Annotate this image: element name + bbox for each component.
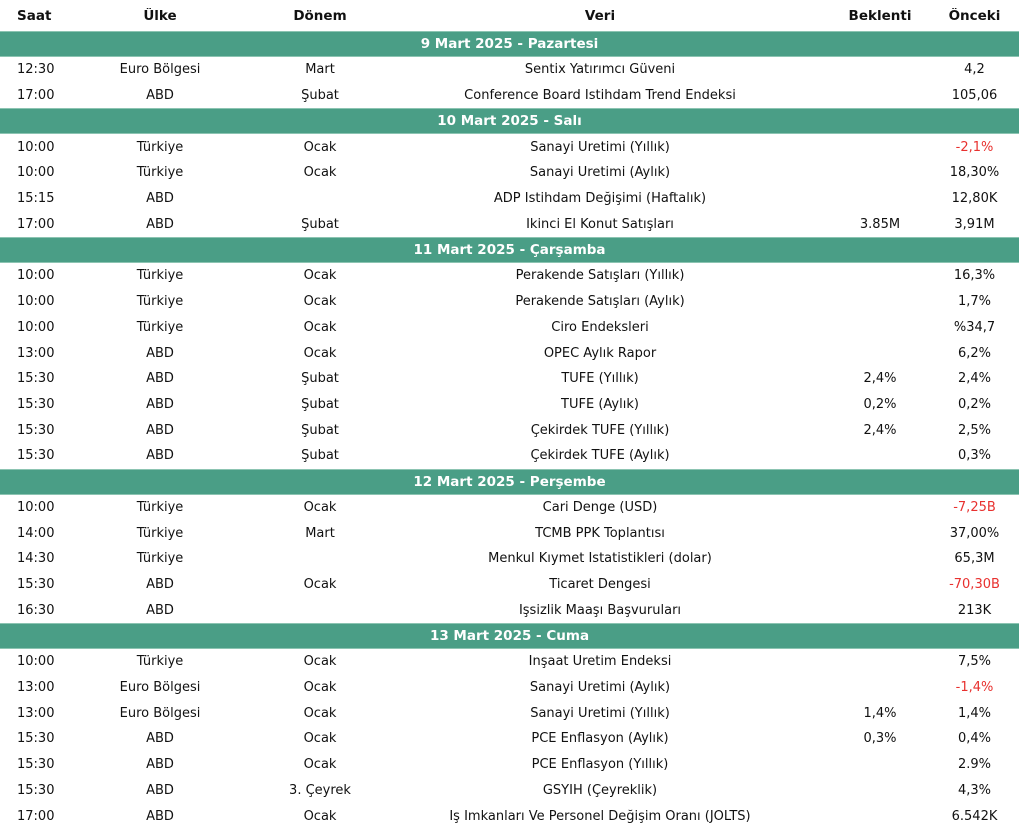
cell-donem: Ocak <box>303 499 337 515</box>
cell-beklenti: 2,4% <box>863 371 897 387</box>
cell-donem: Şubat <box>301 396 339 412</box>
cell-ulke: ABD <box>146 448 174 464</box>
cell-saat: 10:00 <box>17 139 55 155</box>
cell-ulke: Türkiye <box>136 268 184 284</box>
cell-onceki: 3,91M <box>954 216 995 232</box>
table-row <box>0 443 1019 469</box>
cell-ulke: ABD <box>146 731 174 747</box>
cell-onceki: 213K <box>957 602 992 618</box>
table-row <box>0 417 1019 443</box>
cell-onceki: 6,2% <box>957 345 992 361</box>
cell-onceki: 0,2% <box>957 396 992 412</box>
cell-veri: GSYİH (Çeyreklik) <box>542 782 658 798</box>
cell-saat: 15:30 <box>17 371 55 387</box>
cell-donem: Ocak <box>303 731 337 747</box>
cell-veri: Ticaret Dengesi <box>549 577 651 593</box>
table-row <box>0 700 1019 726</box>
cell-veri: ADP İstihdam Değişimi (Haftalık) <box>493 191 707 207</box>
cell-donem: Ocak <box>303 577 337 593</box>
cell-ulke: ABD <box>146 396 174 412</box>
cell-ulke: ABD <box>146 422 174 438</box>
cell-saat: 10:00 <box>17 499 55 515</box>
header-ulke: Ülke <box>143 7 177 24</box>
cell-donem: Ocak <box>303 757 337 773</box>
table-row <box>0 134 1019 160</box>
cell-donem: Ocak <box>303 345 337 361</box>
cell-ulke: ABD <box>146 757 174 773</box>
cell-donem: Mart <box>305 525 335 541</box>
cell-donem: Ocak <box>303 680 337 696</box>
cell-donem: Ocak <box>303 294 337 310</box>
cell-donem: Şubat <box>301 371 339 387</box>
cell-donem: Şubat <box>301 422 339 438</box>
cell-donem: Ocak <box>303 319 337 335</box>
cell-saat: 14:30 <box>17 551 55 567</box>
table-body <box>0 31 1019 829</box>
table-row <box>0 572 1019 598</box>
cell-veri: Çekirdek TÜFE (Aylık) <box>530 448 670 464</box>
cell-ulke: ABD <box>146 808 174 824</box>
table-row <box>0 803 1019 829</box>
cell-donem: 3. Çeyrek <box>289 782 351 798</box>
table-row <box>0 366 1019 392</box>
cell-onceki: 7,5% <box>957 654 992 670</box>
cell-veri: TCMB PPK Toplantısı <box>535 525 665 541</box>
cell-saat: 17:00 <box>17 216 55 232</box>
cell-donem: Ocak <box>303 139 337 155</box>
cell-onceki: 16,3% <box>953 268 996 284</box>
day-header: 12 Mart 2025 - Perşembe <box>0 469 1019 495</box>
table-row <box>0 160 1019 186</box>
cell-saat: 17:00 <box>17 808 55 824</box>
table-row <box>0 520 1019 546</box>
cell-veri: Sentix Yatırımcı Güveni <box>524 62 676 78</box>
cell-veri: Sanayi Üretimi (Aylık) <box>529 680 671 696</box>
cell-onceki: 0,3% <box>957 448 992 464</box>
cell-veri: Perakende Satışları (Yıllık) <box>515 268 685 284</box>
cell-donem: Şubat <box>301 88 339 104</box>
cell-donem: Şubat <box>301 216 339 232</box>
cell-ulke: Euro Bölgesi <box>119 705 201 721</box>
cell-saat: 15:30 <box>17 448 55 464</box>
cell-ulke: Türkiye <box>136 499 184 515</box>
cell-saat: 15:30 <box>17 396 55 412</box>
cell-ulke: Euro Bölgesi <box>119 680 201 696</box>
cell-onceki: 2.9% <box>957 757 992 773</box>
cell-saat: 12:30 <box>17 62 55 78</box>
cell-donem: Ocak <box>303 808 337 824</box>
cell-veri: Sanayi Üretimi (Yıllık) <box>530 139 670 155</box>
cell-saat: 13:00 <box>17 345 55 361</box>
header-saat: Saat <box>17 7 52 24</box>
cell-veri: Sanayi Üretimi (Aylık) <box>529 165 671 181</box>
cell-saat: 14:00 <box>17 525 55 541</box>
cell-onceki: -2,1% <box>955 139 994 155</box>
cell-donem: Şubat <box>301 448 339 464</box>
table-row <box>0 495 1019 521</box>
cell-ulke: Türkiye <box>136 294 184 310</box>
cell-saat: 17:00 <box>17 88 55 104</box>
cell-onceki: 1,7% <box>957 294 992 310</box>
cell-beklenti: 0,2% <box>863 396 897 412</box>
cell-beklenti: 1,4% <box>863 705 897 721</box>
cell-beklenti: 2,4% <box>863 422 897 438</box>
cell-veri: TÜFE (Aylık) <box>561 396 639 412</box>
table-row <box>0 211 1019 237</box>
cell-ulke: Türkiye <box>136 654 184 670</box>
cell-ulke: ABD <box>146 216 174 232</box>
cell-saat: 10:00 <box>17 294 55 310</box>
header-donem: Dönem <box>293 7 347 24</box>
cell-veri: İş İmkanları Ve Personel Değişim Oranı (JOLTS) <box>449 808 751 824</box>
cell-ulke: ABD <box>146 782 174 798</box>
table-row <box>0 675 1019 701</box>
table-row <box>0 778 1019 804</box>
cell-ulke: Türkiye <box>136 319 184 335</box>
cell-saat: 15:30 <box>17 731 55 747</box>
cell-onceki: 12,80K <box>951 191 998 207</box>
cell-donem: Ocak <box>303 165 337 181</box>
header-beklenti: Beklenti <box>848 7 912 24</box>
cell-donem: Ocak <box>303 268 337 284</box>
cell-ulke: ABD <box>146 88 174 104</box>
header-veri: Veri <box>584 7 616 24</box>
table-row <box>0 315 1019 341</box>
cell-veri: Sanayi Üretimi (Yıllık) <box>530 705 670 721</box>
cell-donem: Ocak <box>303 705 337 721</box>
cell-saat: 13:00 <box>17 680 55 696</box>
table-row <box>0 289 1019 315</box>
cell-onceki: 4,3% <box>957 782 992 798</box>
cell-ulke: ABD <box>146 577 174 593</box>
cell-beklenti: 3.85M <box>859 216 901 232</box>
cell-saat: 13:00 <box>17 705 55 721</box>
cell-onceki: 2,4% <box>957 371 992 387</box>
cell-saat: 15:30 <box>17 577 55 593</box>
cell-veri: Ciro Endeksleri <box>551 319 649 335</box>
table-row <box>0 186 1019 212</box>
table-row <box>0 83 1019 109</box>
cell-onceki: -70,30B <box>949 577 1000 593</box>
cell-saat: 10:00 <box>17 319 55 335</box>
cell-saat: 15:30 <box>17 422 55 438</box>
cell-onceki: 2,5% <box>957 422 992 438</box>
cell-ulke: Türkiye <box>136 139 184 155</box>
cell-donem: Mart <box>305 62 335 78</box>
cell-ulke: ABD <box>146 602 174 618</box>
cell-saat: 15:15 <box>17 191 55 207</box>
cell-veri: Menkul Kıymet İstatistikleri (dolar) <box>488 551 712 567</box>
table-row <box>0 57 1019 83</box>
table-row <box>0 340 1019 366</box>
cell-veri: TÜFE (Yıllık) <box>561 371 639 387</box>
table-row <box>0 726 1019 752</box>
cell-veri: PCE Enflasyon (Yıllık) <box>531 757 669 773</box>
cell-veri: OPEC Aylık Rapor <box>543 345 657 361</box>
cell-onceki: %34,7 <box>953 319 996 335</box>
table-row <box>0 597 1019 623</box>
table-row <box>0 546 1019 572</box>
cell-saat: 16:30 <box>17 602 55 618</box>
cell-veri: PCE Enflasyon (Aylık) <box>531 731 669 747</box>
cell-onceki: 105,06 <box>951 88 998 104</box>
cell-veri: Perakende Satışları (Aylık) <box>515 294 685 310</box>
cell-onceki: 18,30% <box>949 165 1000 181</box>
cell-ulke: ABD <box>146 345 174 361</box>
cell-onceki: -7,25B <box>953 499 996 515</box>
cell-saat: 15:30 <box>17 757 55 773</box>
table-header <box>0 0 1019 31</box>
cell-ulke: ABD <box>146 371 174 387</box>
cell-onceki: 6.542K <box>951 808 998 824</box>
cell-veri: Cari Denge (USD) <box>542 499 658 515</box>
cell-veri: Conference Board İstihdam Trend Endeksi <box>464 88 736 104</box>
cell-veri: Çekirdek TÜFE (Yıllık) <box>530 422 670 438</box>
cell-veri: İnşaat Üretim Endeksi <box>528 654 672 670</box>
cell-veri: İşsizlik Maaşı Başvuruları <box>518 602 682 618</box>
cell-beklenti: 0,3% <box>863 731 897 747</box>
cell-ulke: Türkiye <box>136 165 184 181</box>
cell-onceki: 65,3M <box>954 551 995 567</box>
cell-onceki: 0,4% <box>957 731 992 747</box>
table-row <box>0 752 1019 778</box>
cell-ulke: Euro Bölgesi <box>119 62 201 78</box>
cell-veri: İkinci El Konut Satışları <box>526 216 674 232</box>
day-header: 13 Mart 2025 - Cuma <box>0 623 1019 649</box>
table-row <box>0 649 1019 675</box>
cell-onceki: 37,00% <box>949 525 1000 541</box>
cell-ulke: Türkiye <box>136 525 184 541</box>
day-header: 11 Mart 2025 - Çarşamba <box>0 237 1019 263</box>
cell-saat: 15:30 <box>17 782 55 798</box>
cell-donem: Ocak <box>303 654 337 670</box>
cell-ulke: Türkiye <box>136 551 184 567</box>
table-row <box>0 263 1019 289</box>
cell-saat: 10:00 <box>17 654 55 670</box>
day-header: 9 Mart 2025 - Pazartesi <box>0 31 1019 57</box>
table-row <box>0 392 1019 418</box>
header-onceki: Önceki <box>948 7 1001 24</box>
cell-onceki: 4,2 <box>964 62 985 78</box>
cell-saat: 10:00 <box>17 268 55 284</box>
cell-ulke: ABD <box>146 191 174 207</box>
cell-saat: 10:00 <box>17 165 55 181</box>
day-header: 10 Mart 2025 - Salı <box>0 108 1019 134</box>
cell-onceki: 1,4% <box>957 705 992 721</box>
cell-onceki: -1,4% <box>955 680 994 696</box>
